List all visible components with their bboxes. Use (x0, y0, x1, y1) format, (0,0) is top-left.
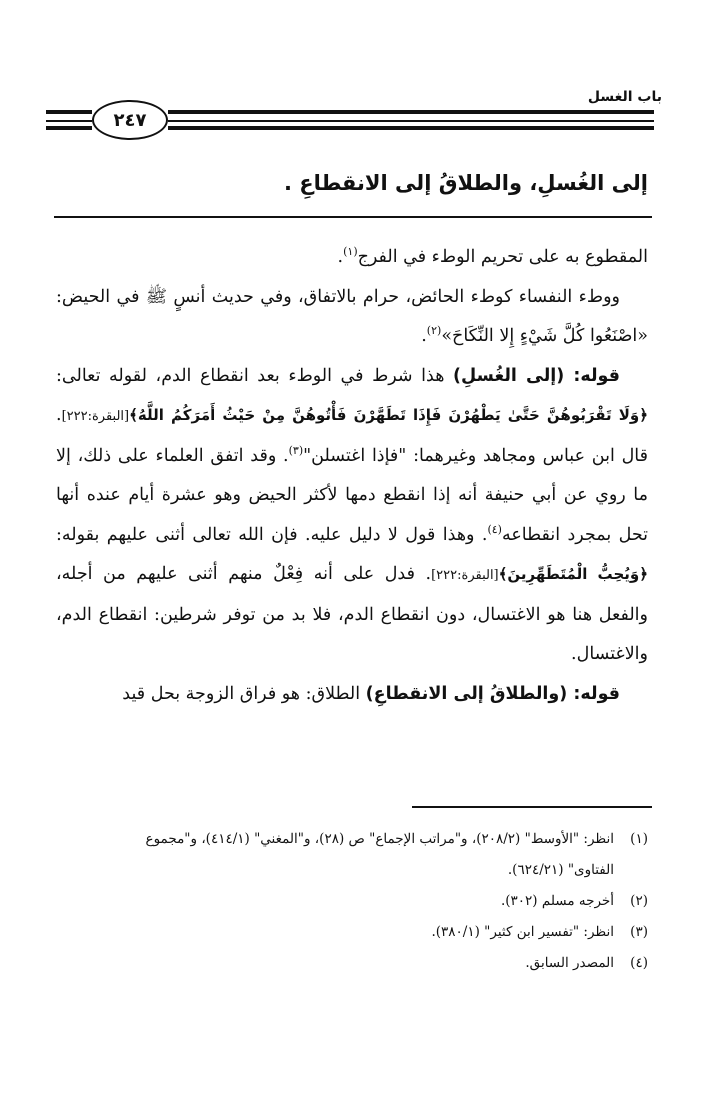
paragraph-4: قوله: (والطلاقُ إلى الانقطاعِ) الطلاق: هو فراق الزوجة بحل قيد (122, 683, 620, 704)
footnotes (48, 824, 648, 979)
footnote-ref-2: (٢) (426, 324, 442, 338)
header-rule-right-thick (168, 110, 654, 114)
footnote-ref-4: (٤) (487, 522, 502, 536)
paragraph-2: ووطء النفساء كوطء الحائض، حرام بالاتفاق، وفي حديث أنسٍ ﷺ في الحيض: «اصْنَعُوا كُلَّ شَيْءٍ إِلا النِّكَاحَ»$^{(٢)}$. (56, 286, 648, 346)
footnote-item (48, 824, 648, 886)
footnote-item (48, 948, 648, 979)
header-rule-left-thick-2 (46, 126, 92, 130)
body-text (56, 238, 648, 714)
verse-source-2: [البقرة:٢٢٢] (431, 568, 499, 583)
footnote-number: (٢) (630, 893, 648, 909)
footnote-text-continued: الفتاوى" (٦٢٤/٢١). (507, 862, 614, 878)
footnote-text: أخرجه مسلم (٣٠٢). (500, 893, 614, 909)
quote-lead-talaq: قوله: (والطلاقُ إلى الانقطاعِ) (365, 683, 620, 704)
footnote-ref-3: (٣) (288, 443, 304, 457)
heading-divider (54, 216, 652, 218)
paragraph-1: المقطوع به على تحريم الوطء في الفرج$^{(١)}$. (337, 245, 648, 267)
page-number: ٢٤٧ (113, 109, 147, 131)
quran-verse-1: ﴿وَلَا تَقْرَبُوهُنَّ حَتَّىٰ يَطْهُرْنَ فَإِذَا تَطَهَّرْنَ فَأْتُوهُنَّ مِنْ حَيْثُ أَمَرَكُمُ اللَّهُ﴾ (129, 406, 648, 424)
footnote-number: (٤) (630, 955, 648, 971)
paragraph-3: قوله: (إلى الغُسلِ) هذا شرط في الوطء بعد انقطاع الدم، لقوله تعالى: ﴿وَلَا تَقْرَبُوهُنَّ حَتَّىٰ يَطْهُرْنَ فَإِذَا تَطَهَّرْنَ فَأْتُوهُنَّ مِنْ حَيْثُ أَمَرَكُمُ اللَّهُ﴾[البقرة:٢٢٢]. قال ابن عباس ومجاهد وغيرهما: "فإذا اغتسلن"$^{(٣)}$. وقد اتفق العلماء على ذلك، إلا ما روي عن أبي حنيفة أنه إذا انقطع دمها لأكثر الحيض وهو عشرة أيام عنده أنها تحل بمجرد انقطاعه$^{(٤)}$. وهذا قول لا دليل عليه. فإن الله تعالى أثنى عليهم بقوله: ﴿وَيُحِبُّ الْمُتَطَهِّرِينَ﴾[البقرة:٢٢٢]. فدل على أنه فِعْلٌ منهم أثنى عليهم من أجله، والفعل هنا هو الاغتسال، دون انقطاع الدم، فلا بد من توفر شرطين: انقطاع الدم، والاغتسال. (56, 365, 648, 664)
footnote-number: (١) (630, 831, 648, 847)
footnote-text: المصدر السابق. (525, 955, 614, 971)
quote-lead-ghusl: قوله: (إلى الغُسلِ) (453, 365, 620, 386)
header-rule-left-thin (46, 120, 92, 122)
footnote-item (48, 886, 648, 917)
verse-source-1: [البقرة:٢٢٢] (61, 409, 130, 424)
header-rule-left-thick (46, 110, 92, 114)
footnote-text: انظر: "الأوسط" (٢٠٨/٢)، و"مراتب الإجماع" ص (٢٨)، و"المغني" (٤١٤/١)، و"مجموع (145, 831, 614, 847)
footnote-item (48, 917, 648, 948)
section-heading: إلى الغُسلِ، والطلاقُ إلى الانقطاعِ . (283, 171, 648, 195)
footnote-number: (٣) (630, 924, 648, 940)
footnote-divider (412, 806, 652, 808)
page-number-oval (92, 100, 168, 140)
footnote-ref-1: (١) (343, 245, 358, 259)
header-rule-right-thick-2 (168, 126, 654, 130)
running-header-title: باب الغسل (587, 89, 662, 105)
quran-verse-2: ﴿وَيُحِبُّ الْمُتَطَهِّرِينَ﴾ (498, 565, 648, 583)
footnote-text: انظر: "تفسير ابن كثير" (٣٨٠/١). (431, 924, 614, 940)
header-rule-right-thin (168, 120, 654, 122)
